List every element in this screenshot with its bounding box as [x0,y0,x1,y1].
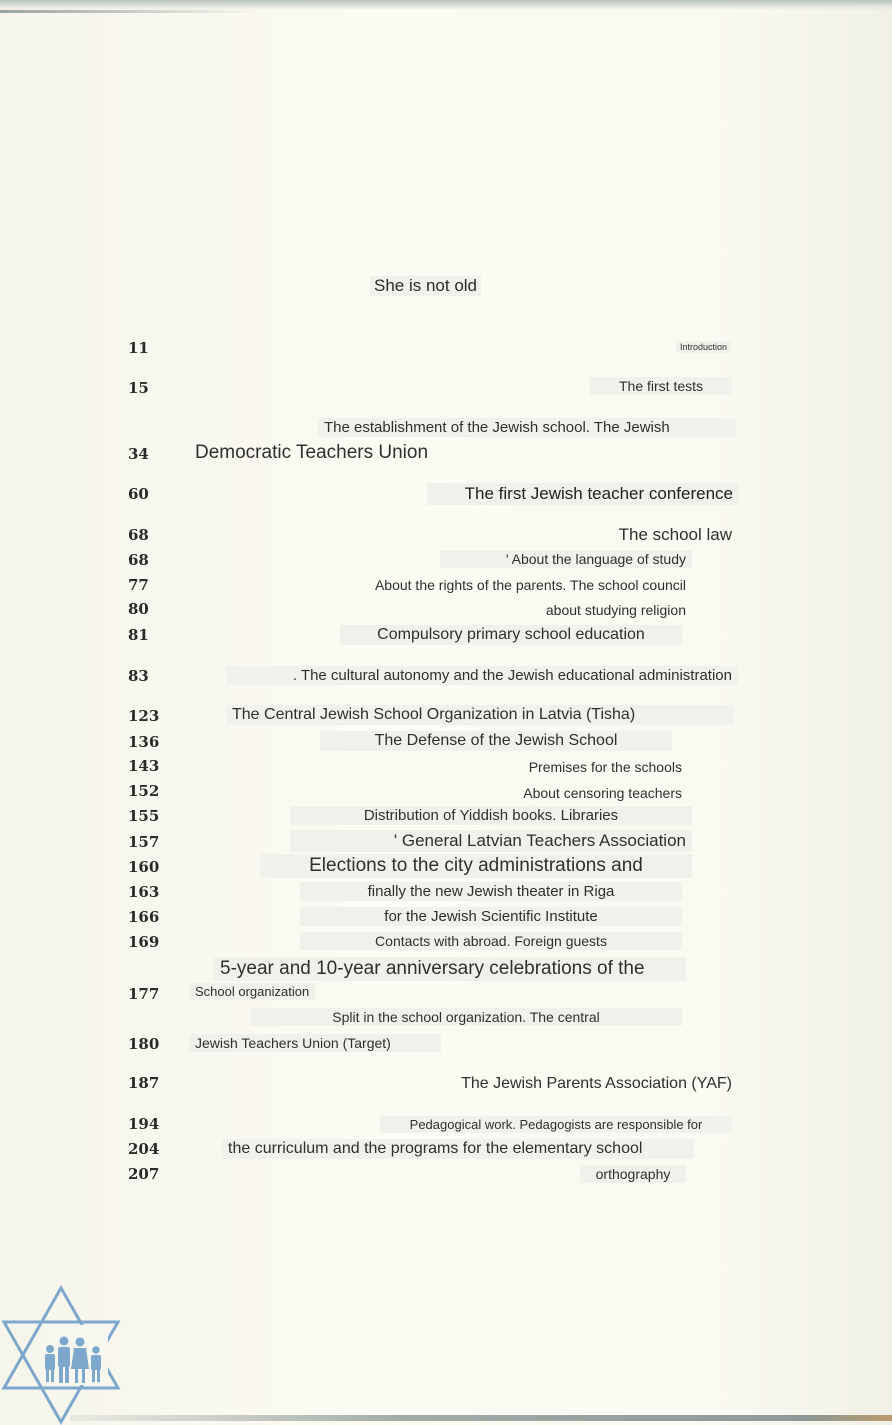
page-number: 207 [128,1165,160,1183]
toc-entry: About censoring teachers [523,785,682,801]
toc-entry: The Jewish Parents Association (YAF) [461,1075,732,1092]
toc-entry: Jewish Teachers Union (Target) [189,1034,441,1052]
page-number: 77 [128,576,149,594]
toc-entry: Distribution of Yiddish books. Libraries [290,806,692,825]
star-of-david-family-icon [0,1285,122,1425]
page-number: 136 [128,733,160,751]
page-number: 81 [128,626,149,644]
page-number: 204 [128,1140,160,1158]
toc-entry: ' About the language of study [440,550,692,568]
page-number: 169 [128,933,160,951]
scan-top-edge [0,0,892,10]
page-number: 155 [128,807,160,825]
toc-entry: Contacts with abroad. Foreign guests [300,932,682,950]
page-number: 187 [128,1074,160,1092]
toc-entry: Elections to the city administrations and [260,854,692,878]
page-number: 166 [128,908,160,926]
toc-entry: ' General Latvian Teachers Association [290,830,692,852]
page-number: 152 [128,782,160,800]
toc-entry: 5-year and 10-year anniversary celebrations of the [214,957,686,981]
page-number: 68 [128,526,149,544]
page-number: 160 [128,858,160,876]
toc-entry: the curriculum and the programs for the elementary school [222,1139,694,1159]
toc-entry: Split in the school organization. The central [250,1008,682,1026]
toc-entry: Compulsory primary school education [340,625,682,645]
page-number: 83 [128,667,149,685]
toc-entry: The Defense of the Jewish School [320,731,672,751]
toc-entry: The establishment of the Jewish school. The Jewish [318,418,736,437]
toc-entry: The first tests [590,377,732,395]
toc-entry: about studying religion [545,602,686,618]
scan-bottom-edge [70,1415,892,1421]
toc-entry: Introduction [676,341,731,353]
page-number: 60 [128,485,149,503]
toc-entry: Pedagogical work. Pedagogists are responsible for [380,1116,732,1133]
page-number: 194 [128,1115,160,1133]
page-number: 180 [128,1035,160,1053]
page-title: She is not old [370,276,481,296]
page-number: 123 [128,707,160,725]
toc-entry: orthography [580,1165,686,1183]
page-number: 163 [128,883,160,901]
toc-entry: The school law [618,525,732,544]
toc-entry: Democratic Teachers Union [195,442,429,463]
scan-top-shadow [0,10,260,13]
toc-entry: School organization [189,983,315,1000]
page-number: 143 [128,757,160,775]
toc-entry: finally the new Jewish theater in Riga [300,882,682,901]
page-number: 15 [128,379,149,397]
page-number: 68 [128,551,149,569]
toc-entry: The Central Jewish School Organization in Latvia (Tisha) [226,705,734,725]
page-number: 177 [128,985,160,1003]
toc-entry: for the Jewish Scientific Institute [300,907,682,926]
page-number: 80 [128,600,149,618]
toc-entry: About the rights of the parents. The school council [374,577,686,593]
toc-entry: Premises for the schools [528,759,682,775]
page-number: 157 [128,833,160,851]
page-number: 11 [128,339,149,357]
toc-entry: . The cultural autonomy and the Jewish educational administration [226,666,738,685]
toc-entry: The first Jewish teacher conference [427,483,739,505]
page-number: 34 [128,445,149,463]
